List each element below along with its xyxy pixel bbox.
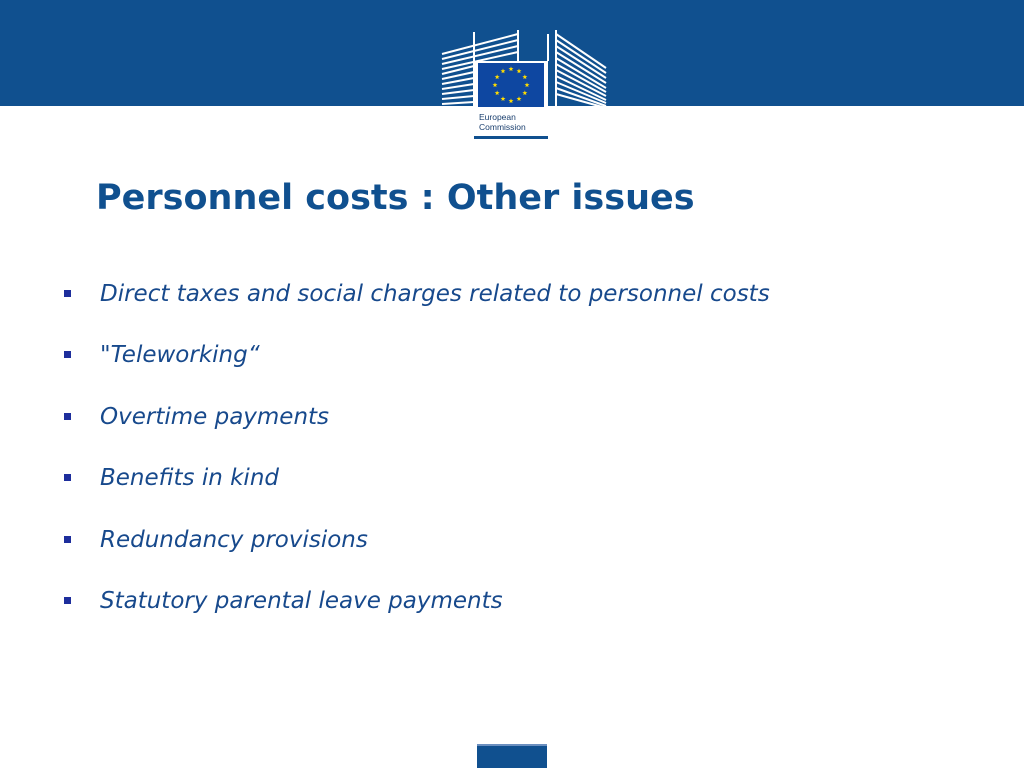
square-bullet-icon	[64, 290, 71, 297]
european-commission-logo	[440, 28, 608, 144]
bullet-text: Overtime payments	[100, 403, 330, 430]
square-bullet-icon	[64, 536, 71, 543]
logo-wordmark	[479, 112, 545, 132]
square-bullet-icon	[64, 413, 71, 420]
square-bullet-icon	[64, 351, 71, 358]
bullet-text: Benefits in kind	[100, 465, 279, 492]
square-bullet-icon	[64, 597, 71, 604]
bullet-text: "Teleworking“	[100, 342, 260, 369]
square-bullet-icon	[64, 474, 71, 481]
logo-line-1: European	[479, 112, 516, 122]
slide-title: Personnel costs : Other issues	[96, 178, 695, 218]
footer-tab	[477, 744, 547, 768]
bullet-text: Statutory parental leave payments	[100, 587, 503, 614]
logo-line-2: Commission	[479, 122, 526, 132]
bullet-text: Direct taxes and social charges related to personnel costs	[100, 281, 770, 307]
bullet-text: Redundancy provisions	[100, 526, 368, 553]
